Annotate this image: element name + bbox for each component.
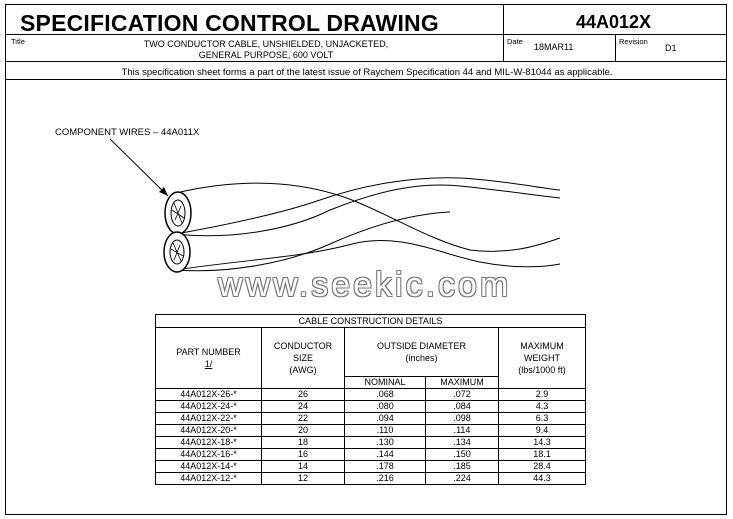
table-row bbox=[156, 413, 586, 425]
col-conductor-size bbox=[262, 328, 345, 389]
cell-part-number: 44A012X-20-* bbox=[156, 425, 262, 437]
col-weight-line-1: MAXIMUM bbox=[520, 341, 564, 351]
cell-nominal-od: .068 bbox=[345, 389, 426, 401]
col-od-line-1: OUTSIDE DIAMETER bbox=[376, 340, 466, 351]
title-label: Title bbox=[11, 37, 25, 46]
col-part-number-note: 1/ bbox=[204, 359, 213, 369]
document-title: SPECIFICATION CONTROL DRAWING bbox=[20, 10, 439, 36]
revision-value: D1 bbox=[665, 43, 677, 53]
cell-part-number: 44A012X-18-* bbox=[156, 437, 262, 449]
cell-max-weight: 28.4 bbox=[499, 461, 586, 473]
col-od-line-2: (inches) bbox=[405, 352, 438, 363]
cell-awg: 14 bbox=[262, 461, 345, 473]
cell-maximum-od: .114 bbox=[426, 425, 499, 437]
cell-awg: 24 bbox=[262, 401, 345, 413]
cell-maximum-od: .185 bbox=[426, 461, 499, 473]
col-max-weight bbox=[499, 328, 586, 389]
cell-max-weight: 9.4 bbox=[499, 425, 586, 437]
col-nominal: NOMINAL bbox=[345, 376, 426, 388]
cell-part-number: 44A012X-14-* bbox=[156, 461, 262, 473]
table-body bbox=[156, 389, 586, 485]
cell-awg: 20 bbox=[262, 425, 345, 437]
cable-construction-table bbox=[155, 314, 586, 485]
date-label: Date bbox=[507, 37, 523, 46]
col-conductor-line-1: CONDUCTOR bbox=[273, 341, 333, 351]
table-row bbox=[156, 401, 586, 413]
cell-part-number: 44A012X-16-* bbox=[156, 449, 262, 461]
table-row bbox=[156, 437, 586, 449]
cell-maximum-od: .072 bbox=[426, 389, 499, 401]
cell-nominal-od: .080 bbox=[345, 401, 426, 413]
wire-upper-edge-2 bbox=[176, 185, 560, 236]
cell-maximum-od: .150 bbox=[426, 449, 499, 461]
cell-nominal-od: .144 bbox=[345, 449, 426, 461]
cell-awg: 18 bbox=[262, 437, 345, 449]
cell-nominal-od: .110 bbox=[345, 425, 426, 437]
cell-max-weight: 14.3 bbox=[499, 437, 586, 449]
wire-lower-edge bbox=[176, 212, 450, 271]
revision-label: Revision bbox=[619, 37, 648, 46]
col-part-number bbox=[156, 328, 262, 389]
cell-part-number: 44A012X-22-* bbox=[156, 413, 262, 425]
cell-maximum-od: .134 bbox=[426, 437, 499, 449]
cell-max-weight: 44.3 bbox=[499, 473, 586, 485]
table-row bbox=[156, 449, 586, 461]
cell-awg: 26 bbox=[262, 389, 345, 401]
table-row bbox=[156, 473, 586, 485]
table-row bbox=[156, 425, 586, 437]
title-line-1: TWO CONDUCTOR CABLE, UNSHIELDED, UNJACKETED, bbox=[143, 39, 389, 49]
cell-part-number: 44A012X-24-* bbox=[156, 401, 262, 413]
cell-awg: 12 bbox=[262, 473, 345, 485]
col-conductor-line-2: SIZE bbox=[292, 353, 313, 363]
date-value: 18MAR11 bbox=[534, 42, 574, 52]
component-wires-callout: COMPONENT WIRES – 44A011X bbox=[55, 127, 200, 138]
leader-line bbox=[110, 139, 168, 196]
col-weight-line-2: WEIGHT bbox=[524, 353, 560, 363]
cell-nominal-od: .094 bbox=[345, 413, 426, 425]
cell-nominal-od: .178 bbox=[345, 461, 426, 473]
cell-max-weight: 4.3 bbox=[499, 401, 586, 413]
applicability-note: This specification sheet forms a part of the latest issue of Raychem Specification 44 and MIL-W-81044 as applicable. bbox=[121, 67, 613, 78]
col-outside-diameter bbox=[345, 328, 499, 377]
document-number: 44A012X bbox=[576, 12, 652, 32]
cell-part-number: 44A012X-12-* bbox=[156, 473, 262, 485]
col-maximum: MAXIMUM bbox=[426, 376, 499, 388]
watermark: www.seekic.com bbox=[218, 266, 512, 304]
table-caption: CABLE CONSTRUCTION DETAILS bbox=[156, 315, 586, 328]
cell-max-weight: 18.1 bbox=[499, 449, 586, 461]
col-conductor-line-3: (AWG) bbox=[289, 365, 317, 375]
col-part-number-label: PART NUMBER bbox=[176, 347, 241, 357]
title-line-2: GENERAL PURPOSE, 600 VOLT bbox=[198, 50, 334, 60]
col-weight-line-3: (lbs/1000 ft) bbox=[518, 365, 566, 375]
table-row bbox=[156, 461, 586, 473]
cell-max-weight: 2.9 bbox=[499, 389, 586, 401]
cell-awg: 16 bbox=[262, 449, 345, 461]
table-row bbox=[156, 389, 586, 401]
cell-maximum-od: .224 bbox=[426, 473, 499, 485]
cell-awg: 22 bbox=[262, 413, 345, 425]
cell-part-number: 44A012X-26-* bbox=[156, 389, 262, 401]
cell-maximum-od: .084 bbox=[426, 401, 499, 413]
cell-maximum-od: .098 bbox=[426, 413, 499, 425]
wire-mid-edge bbox=[176, 178, 560, 234]
cell-nominal-od: .216 bbox=[345, 473, 426, 485]
cell-max-weight: 6.3 bbox=[499, 413, 586, 425]
cell-nominal-od: .130 bbox=[345, 437, 426, 449]
